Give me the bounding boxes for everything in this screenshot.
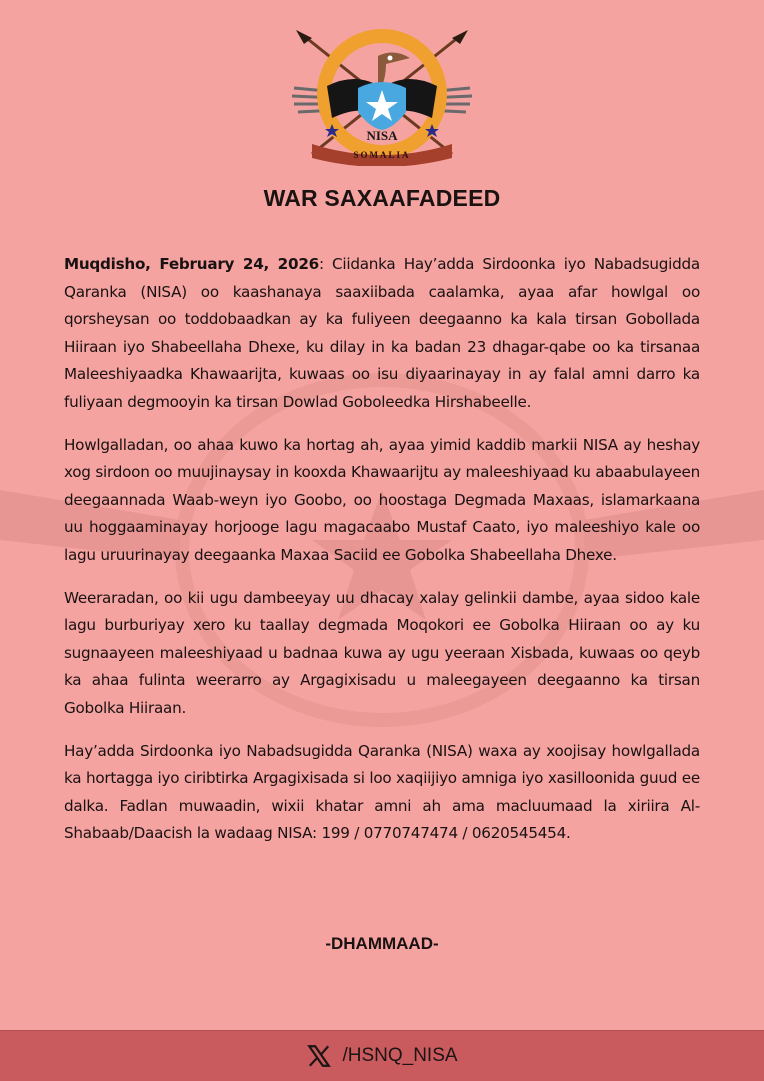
paragraph-4: Hay’adda Sirdoonka iyo Nabadsugidda Qaranka (NISA) waxa ay xoojisay howlgallada ka hortagga iyo ciribtirka Argagixisada si loo xaqiijiyo amniga iyo xasilloonida guud ee dalka. Fadlan muwaadin, wixii khatar amni ah ama macluumaad la xiriira Al-Shabaab/Daacish la wadaag NISA: 199 / 0770747474 / 0620545454.: [64, 741, 700, 843]
paragraph-1: [64, 251, 700, 417]
paragraph-3: Weeraradan, oo kii ugu dambeeyay uu dhacay xalay gelinkii dambe, ayaa sidoo kale lagu burburiyay xero ku taallay degmada Moqokori ee Gobolka Hiiraan oo ay ku sugnaayeen maleeshiyaad u badnaa kuwa ay ugu yeeraan Xisbada, kuwaas oo qeyb ka ahaa fulinta weerarro ay Argagixisadu u maleegayeen deegaanno ka tirsan Gobolka Hiiraan.: [64, 588, 700, 717]
nisa-emblem-icon: [282, 26, 482, 166]
paragraph-1-text: : Ciidanka Hay’adda Sirdoonka iyo Nabadsugidda Qaranka (NISA) oo kaashanaya saaxiibada caalamka, ayaa afar howlgal oo qorsheysan oo toddobaadkan ay ka fuliyeen deegaanno ka kala tirsan Gobollada Hiiraan iyo Shabeellaha Dhexe, ku dilay in ka badan 23 dhagar-qabe oo ka tirsanaa Maleeshiyaadka Khawaarijta, kuwaas oo isu diyaarinayay in ay falal amni darro ka fuliyaan degmooyin ka tirsan Dowlad Goboleedka Hirshabeelle.: [64, 255, 700, 411]
x-logo-icon[interactable]: [306, 1043, 332, 1069]
paragraph-2: Howlgalladan, oo ahaa kuwo ka hortag ah, ayaa yimid kaddib markii NISA ay heshay xog sirdoon oo muujinaysay in kooxda Khawaarijtu ay maleeshiyaad ku abaabulayeen deegaannada Waab-weyn iyo Goobo, oo hoostaga Degmada Maxaas, islamarkaana uu hoggaaminayay horjooge lagu magacaabo Mustaf Caato, iyo maleeshiyo kale oo lagu uruurinayay deegaanka Maxaa Saciid ee Gobolka Shabeellaha Dhexe.: [64, 435, 700, 564]
logo-container: [0, 26, 764, 166]
emblem-acronym: NISA: [366, 128, 398, 143]
footer-bar: [0, 1030, 764, 1081]
press-release-body: [64, 251, 700, 863]
dateline: Muqdisho, February 24, 2026: [64, 255, 319, 273]
closing-mark: -DHAMMAAD-: [325, 934, 439, 953]
social-handle-link[interactable]: /HSNQ_NISA: [342, 1045, 458, 1066]
page-title: WAR SAXAAFADEED: [263, 185, 501, 211]
emblem-country: SOMALIA: [353, 150, 411, 160]
